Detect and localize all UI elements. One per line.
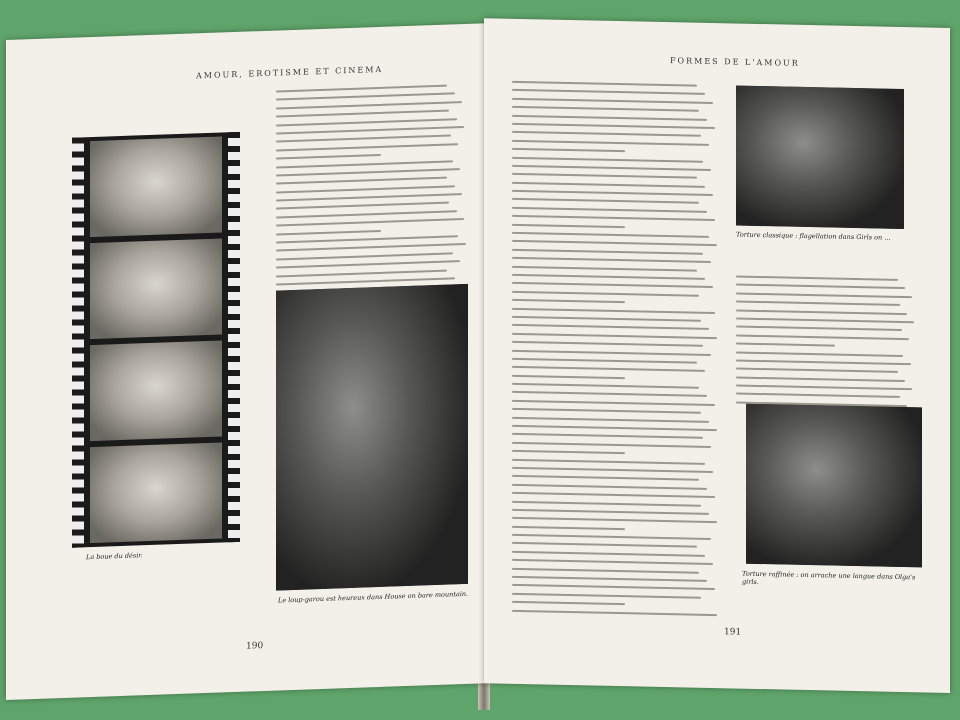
- open-book: [0, 20, 960, 710]
- film-strip-image: [72, 132, 240, 548]
- text-line: [512, 433, 703, 439]
- text-line: [512, 593, 701, 599]
- text-line: [512, 148, 625, 152]
- text-line: [512, 265, 697, 271]
- text-line: [276, 126, 464, 135]
- text-line: [736, 376, 905, 382]
- text-line: [736, 393, 900, 398]
- text-line: [512, 559, 713, 565]
- text-line: [512, 232, 709, 238]
- text-line: [512, 140, 709, 146]
- text-line: [512, 383, 699, 389]
- text-line: [512, 500, 701, 506]
- text-line: [276, 210, 457, 218]
- film-perforations: [72, 137, 84, 547]
- text-line: [276, 185, 455, 193]
- text-line: [276, 218, 464, 227]
- text-line: [512, 391, 707, 397]
- text-line: [512, 366, 705, 372]
- film-frame: [90, 136, 222, 237]
- photo-content: [746, 404, 922, 568]
- body-text-left: [276, 84, 466, 292]
- text-line: [512, 358, 697, 364]
- left-page: [6, 23, 486, 700]
- text-line: [512, 408, 701, 414]
- text-line: [736, 292, 912, 298]
- text-line: [512, 307, 715, 313]
- text-line: [512, 509, 709, 515]
- text-line: [276, 118, 457, 126]
- text-line: [512, 333, 717, 339]
- running-head-left: AMOUR, EROTISME ET CINEMA: [196, 64, 384, 81]
- text-line: [512, 526, 625, 530]
- text-line: [276, 243, 466, 252]
- text-line: [736, 343, 835, 347]
- text-line: [276, 269, 447, 277]
- text-line: [512, 542, 697, 548]
- text-line: [512, 249, 703, 255]
- text-line: [276, 160, 453, 168]
- photo-content: [736, 86, 904, 230]
- photo-werewolf: [276, 284, 468, 591]
- text-line: [512, 89, 705, 95]
- bottom-photo-caption: Torture raffinée : on arrache une langue dans Olga's girls.: [742, 569, 916, 586]
- text-line: [736, 368, 898, 373]
- text-line: [512, 182, 705, 188]
- text-line: [276, 93, 455, 101]
- text-line: [276, 252, 453, 260]
- photo-caption: Le loup-garou est heureux dans House on bare mountain.: [278, 589, 469, 605]
- text-line: [276, 85, 447, 93]
- text-line: [512, 223, 625, 227]
- text-line: [512, 416, 709, 422]
- text-line: [736, 351, 903, 357]
- text-line: [736, 317, 914, 323]
- text-line: [736, 276, 898, 281]
- text-line: [512, 341, 703, 347]
- text-line: [276, 193, 462, 202]
- text-line: [276, 110, 449, 118]
- text-line: [276, 143, 458, 151]
- photo-olgas-girls: [746, 404, 922, 568]
- text-line: [512, 517, 717, 523]
- film-caption: La boue du désir.: [86, 551, 143, 562]
- text-line: [512, 567, 699, 573]
- text-line: [736, 301, 900, 306]
- text-line: [512, 316, 701, 322]
- text-line: [512, 601, 625, 605]
- text-line: [512, 165, 711, 171]
- right-page: [484, 18, 950, 693]
- text-line: [736, 326, 902, 331]
- text-line: [512, 156, 703, 162]
- page-number-right: 191: [724, 627, 742, 638]
- film-perforations: [228, 132, 240, 542]
- film-frame: [90, 340, 222, 441]
- text-line: [736, 359, 911, 365]
- text-line: [512, 257, 711, 263]
- film-frame: [90, 238, 222, 339]
- text-line: [512, 81, 697, 87]
- text-line: [276, 235, 458, 243]
- text-line: [512, 425, 717, 431]
- text-line: [736, 334, 909, 340]
- text-line: [512, 576, 707, 582]
- text-line: [512, 106, 699, 112]
- text-line: [512, 274, 705, 280]
- text-line: [512, 123, 715, 129]
- text-line: [512, 551, 705, 557]
- text-line: [276, 135, 451, 143]
- text-line: [276, 154, 381, 160]
- text-line: [512, 584, 715, 590]
- photo-content: [276, 284, 468, 591]
- text-line: [512, 98, 713, 104]
- text-line: [736, 309, 907, 315]
- text-line: [512, 534, 711, 540]
- text-line: [512, 207, 707, 213]
- text-line: [512, 282, 713, 288]
- text-line: [512, 475, 699, 481]
- text-line: [276, 260, 460, 268]
- text-line: [512, 484, 707, 490]
- photo-flagellation: [736, 86, 904, 230]
- text-line: [512, 299, 625, 303]
- text-line: [276, 177, 447, 185]
- text-line: [512, 114, 707, 120]
- text-line: [276, 101, 462, 110]
- text-line: [736, 385, 912, 391]
- text-line: [512, 450, 625, 454]
- text-line: [512, 240, 717, 246]
- text-line: [512, 173, 697, 179]
- top-photo-caption: Torture classique : flagellation dans Girls on ...: [736, 230, 891, 242]
- text-line: [512, 374, 625, 378]
- text-line: [512, 349, 711, 355]
- film-frame: [90, 442, 222, 543]
- text-line: [512, 131, 701, 137]
- text-line: [512, 215, 715, 221]
- text-line: [512, 324, 709, 330]
- text-line: [736, 284, 905, 290]
- page-number-left: 190: [246, 641, 264, 652]
- text-line: [512, 190, 713, 196]
- text-line: [512, 400, 715, 406]
- text-line: [512, 458, 705, 464]
- text-line: [512, 609, 717, 615]
- text-line: [276, 202, 449, 210]
- body-text-right-col1: [512, 81, 717, 622]
- text-line: [512, 467, 713, 473]
- body-text-right-col2: [736, 276, 916, 414]
- text-line: [512, 198, 699, 204]
- text-line: [512, 442, 711, 448]
- text-line: [276, 230, 381, 236]
- text-line: [512, 291, 699, 297]
- text-line: [276, 168, 460, 176]
- running-head-right: FORMES DE L'AMOUR: [670, 56, 800, 68]
- text-line: [512, 492, 715, 498]
